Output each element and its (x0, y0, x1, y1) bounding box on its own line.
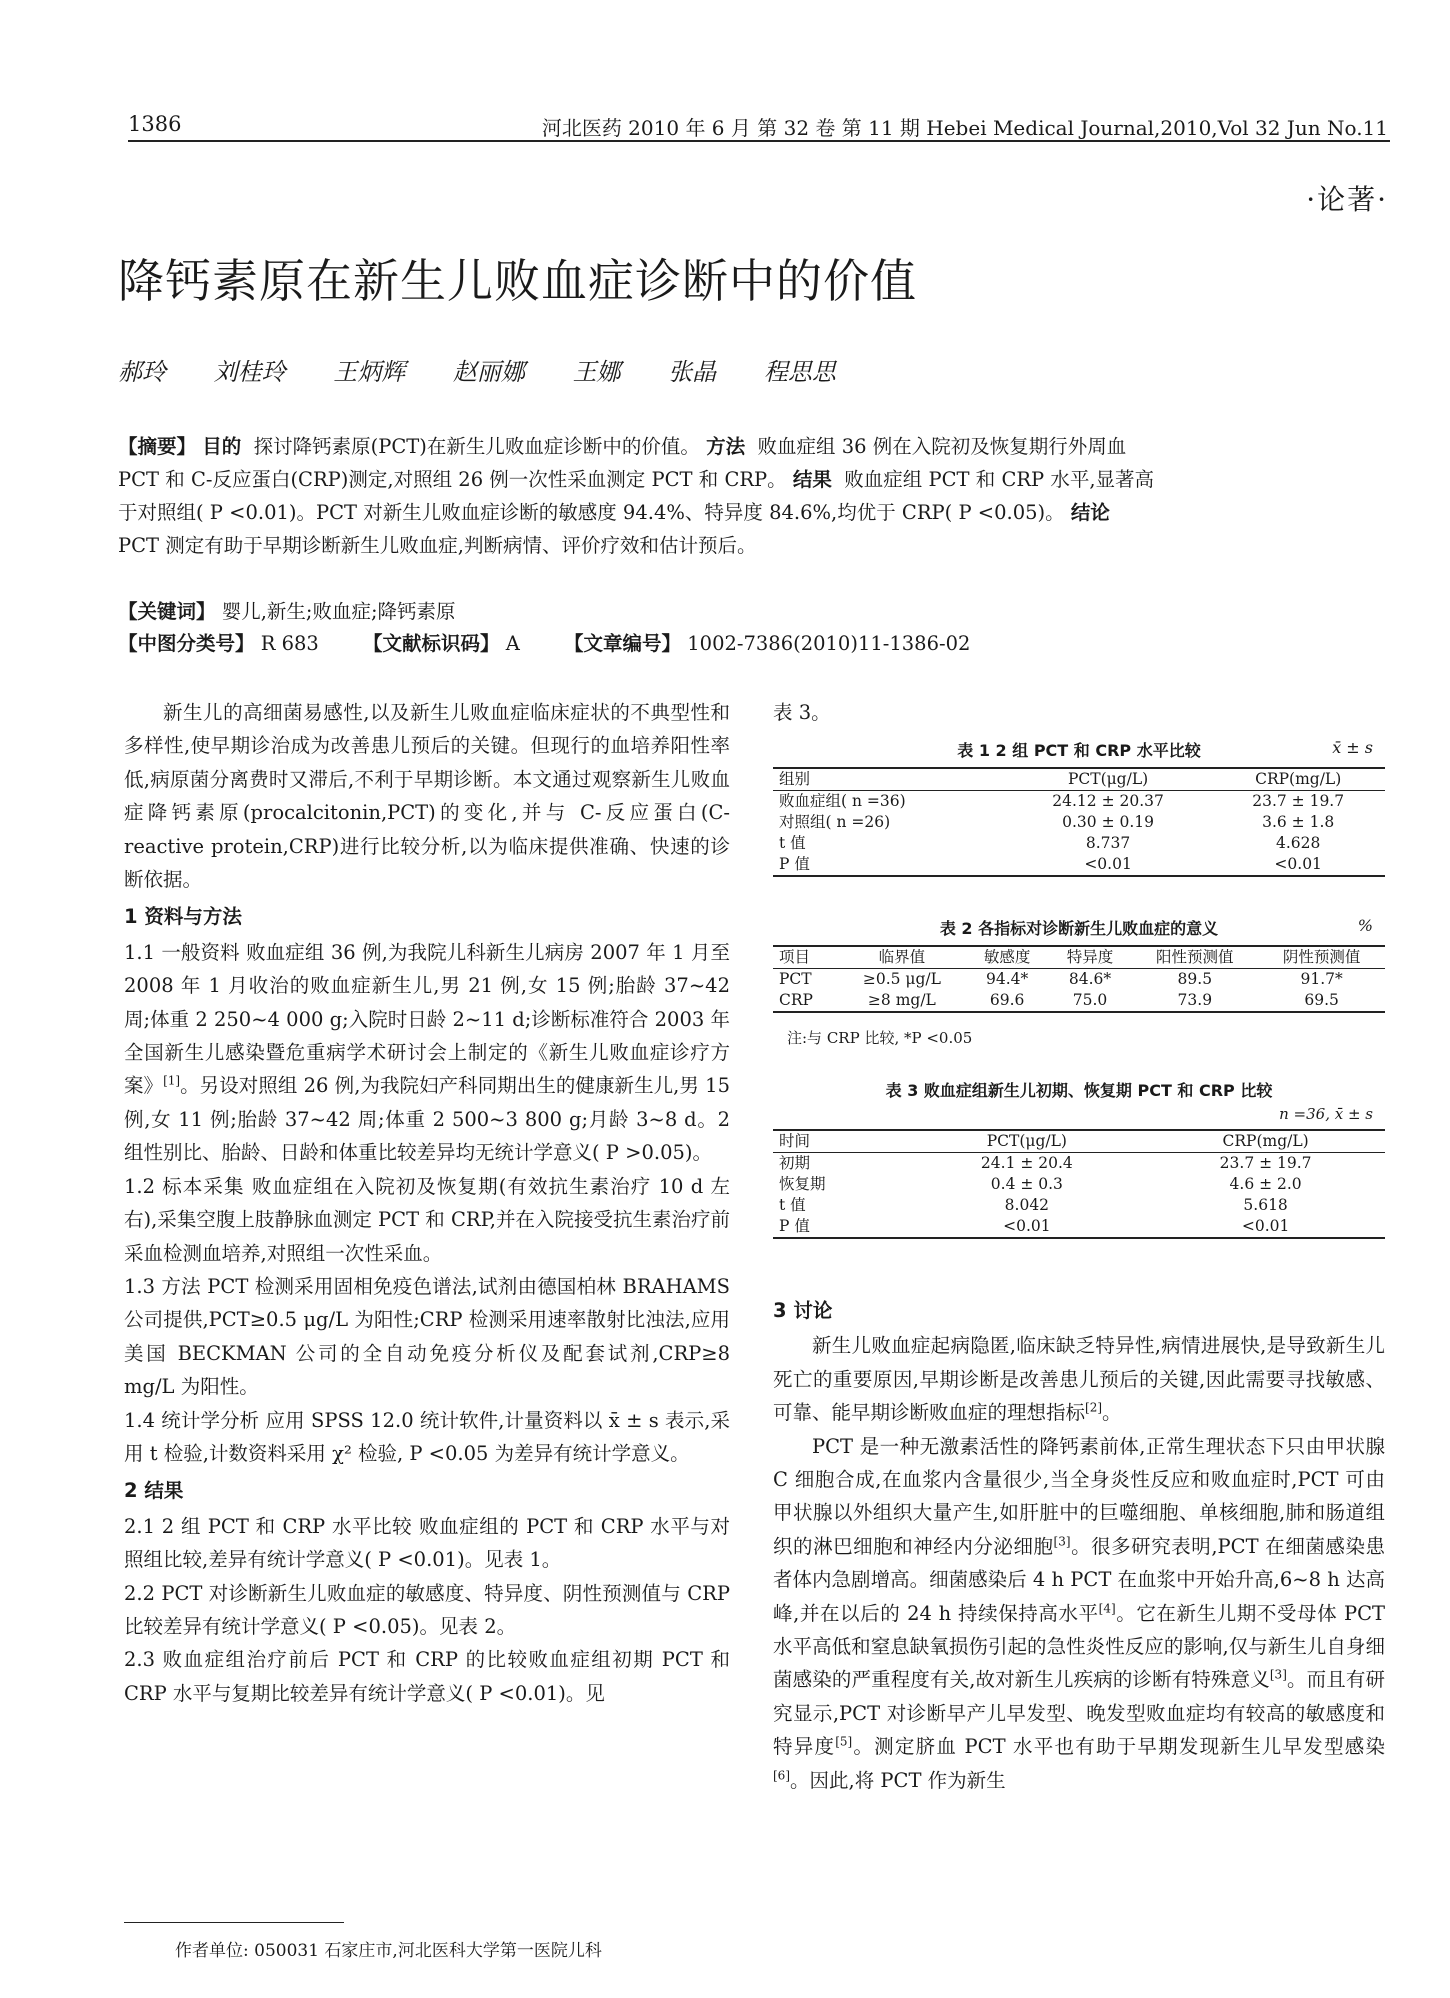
table-cell: 0.4 ± 0.3 (990, 1175, 1063, 1193)
discussion-text: 新生儿败血症起病隐匿,临床缺乏特异性,病情进展快,是导致新生儿死亡的重要原因,早期诊断是改善患儿预后的关键,因此需要寻找敏感、可靠、能早期诊断败血症的理想指标 (773, 1334, 1385, 1425)
table-cell: 4.628 (1275, 834, 1321, 852)
citation-ref: [5] (835, 1734, 853, 1749)
table-cell: 5.618 (1243, 1196, 1288, 1214)
citation-ref: [4] (1098, 1601, 1116, 1616)
table-cell: t 值 (779, 1196, 806, 1214)
column-header: 临界值 (878, 948, 926, 966)
table-3-caption (773, 1078, 1385, 1101)
discussion-section (773, 1290, 1385, 1797)
column-header: PCT(μg/L) (1067, 770, 1149, 788)
table-2-grid (773, 945, 1385, 1013)
citation-ref: [3] (1269, 1667, 1287, 1682)
author: 赵丽娜 (452, 358, 525, 386)
column-header: 项目 (779, 948, 811, 966)
table-cell: CRP (779, 991, 813, 1009)
clc-label: 【中图分类号】 (118, 632, 255, 655)
table-cell: ≥0.5 μg/L (862, 970, 941, 988)
column-header: 特异度 (1066, 948, 1114, 966)
table-row (773, 1195, 1385, 1216)
table-2-title: 表 2 各指标对诊断新生儿败血症的意义 (939, 919, 1219, 938)
footnote-rule (124, 1922, 344, 1923)
table-row (773, 990, 1385, 1012)
table-cell: 75.0 (1072, 991, 1108, 1009)
table-cell: PCT (779, 970, 812, 988)
citation-ref: [6] (773, 1768, 790, 1783)
article-number-label: 【文章编号】 (564, 632, 682, 655)
subsection-result-2-3: 2.3 败血症组治疗前后 PCT 和 CRP 的比较败血症组初期 PCT 和 CRP 水平与复期比较差异有统计学意义( P <0.01)。见 (124, 1648, 730, 1705)
paper-title: 降钙素原在新生儿败血症诊断中的价值 (118, 254, 917, 308)
general-data-text-cont: 。另设对照组 26 例,为我院妇产科同期出生的健康新生儿,男 15 例,女 11 例;胎龄 37~42 周;体重 2 500~3 800 g;月龄 3~8 d。2 组性别比、胎龄、日龄和体重比较差异均无统计学意义( P >0.05)。 (124, 1074, 730, 1165)
conclusion-label: 结论 (1070, 501, 1110, 524)
table-row (773, 812, 1385, 833)
table-cell: 91.7* (1300, 970, 1343, 988)
subsection-sampling: 1.2 标本采集 败血症组在入院初及恢复期(有效抗生素治疗 10 d 左右),采集空腹上肢静脉血测定 PCT 和 CRP,并在入院接受抗生素治疗前采血检测血培养,对照组一次性采血。 (124, 1174, 730, 1265)
doc-code-label: 【文献标识码】 (363, 632, 500, 655)
discussion-paragraph-1 (773, 1329, 1385, 1429)
column-header: 阳性预测值 (1156, 948, 1234, 966)
abstract (118, 430, 1158, 562)
section-heading-results: 2 结果 (124, 1479, 184, 1503)
table-header-row (773, 946, 1385, 969)
subsection-result-2-1: 2.1 2 组 PCT 和 CRP 水平比较 败血症组的 PCT 和 CRP 水平与对照组比较,差异有统计学意义( P <0.01)。见表 1。 (124, 1514, 730, 1572)
table-row (773, 833, 1385, 854)
author-list (118, 352, 862, 387)
table-cell: 败血症组( n =36) (779, 792, 906, 810)
abstract-label: 【摘要】 (118, 435, 197, 458)
keywords-label: 【关键词】 (118, 600, 216, 623)
table-row (773, 854, 1385, 876)
table-1 (773, 738, 1385, 877)
table-cell: 94.4* (985, 970, 1029, 988)
intro-paragraph: 新生儿的高细菌易感性,以及新生儿败血症临床症状的不典型性和多样性,使早期诊治成为改善患儿预后的关键。但现行的血培养阳性率低,病原菌分离费时又滞后,不利于早期诊断。本文通过观察新生儿败血症降钙素原(procalcitonin,PCT)的变化,并与 C-反应蛋白(C-reactive protein,CRP)进行比较分析,以为临床提供准确、快速的诊断依据。 (124, 701, 730, 892)
methods-label: 方法 (706, 435, 746, 458)
table-cell: 3.6 ± 1.8 (1262, 813, 1335, 831)
objective-label: 目的 (202, 435, 242, 458)
table-cell: ≥8 mg/L (867, 991, 936, 1009)
table-cell: 对照组( n =26) (779, 813, 891, 831)
author: 王炳辉 (333, 358, 406, 386)
section-heading-discussion: 3 讨论 (773, 1299, 833, 1322)
author: 刘桂玲 (213, 358, 286, 386)
keywords-text: 婴儿,新生;败血症;降钙素原 (221, 600, 456, 623)
keywords (118, 595, 1158, 628)
table-2 (773, 916, 1385, 1048)
table-cell: <0.01 (1084, 855, 1132, 873)
citation-ref: [1] (163, 1073, 181, 1088)
table-3 (773, 1078, 1385, 1239)
page-number: 1386 (128, 112, 182, 136)
table-cell: 89.5 (1177, 970, 1213, 988)
discussion-text: 。测定脐血 PCT 水平也有助于早期发现新生儿早发型感染 (852, 1735, 1385, 1759)
table-header-row (773, 768, 1385, 791)
table-row (773, 1216, 1385, 1238)
discussion-paragraph-2 (773, 1430, 1385, 1797)
table-1-title: 表 1 2 组 PCT 和 CRP 水平比较 (957, 741, 1201, 760)
table-cell: 23.7 ± 19.7 (1252, 792, 1345, 810)
column-header: 时间 (779, 1132, 811, 1150)
subsection-statistics: 1.4 统计学分析 应用 SPSS 12.0 统计软件,计量资料以 x̄ ± s 表示,采用 t 检验,计数资料采用 χ² 检验, P <0.05 为差异有统计学意义。 (124, 1408, 730, 1465)
table-cell: 初期 (779, 1154, 811, 1172)
table-cell: 69.5 (1304, 991, 1339, 1009)
table-cell: 23.7 ± 19.7 (1219, 1154, 1312, 1172)
discussion-text: PCT 是一种无激素活性的降钙素前体,正常生理状态下只由甲状腺 C 细胞合成,在血浆内含量很少,当全身炎性反应和败血症时,PCT 可由甲状腺以外组织大量产生,如肝脏中的巨噬细胞、单核细胞,肺和肠道组织的淋巴细胞和神经内分泌细胞 (773, 1434, 1385, 1558)
clc-value: R 683 (260, 632, 319, 655)
table-cell: <0.01 (1274, 855, 1322, 873)
citation-ref: [3] (1053, 1534, 1071, 1549)
table-2-note: 注:与 CRP 比较, *P <0.05 (787, 1029, 973, 1047)
table-3-unit: n =36, x̄ ± s (1279, 1105, 1373, 1123)
table-cell: 73.9 (1177, 991, 1213, 1009)
objective-text: 探讨降钙素原(PCT)在新生儿败血症诊断中的价值。 (253, 435, 700, 458)
discussion-text: 。 (1102, 1401, 1122, 1425)
table-cell: 84.6* (1068, 970, 1112, 988)
table-cell: 8.042 (1004, 1196, 1050, 1214)
classification-line (118, 627, 1158, 660)
citation-ref: [2] (1085, 1400, 1103, 1415)
table-cell: 8.737 (1085, 834, 1131, 852)
column-header: CRP(mg/L) (1222, 1132, 1309, 1150)
discussion-text: 。很多研究表明,PCT 在细菌感染患者体内急剧增高。细菌感染后 4 h PCT 在血浆中开始升高,6~8 h 达高峰,并在以后的 24 h 持续保持高水平 (773, 1534, 1385, 1625)
left-column (124, 696, 730, 1710)
column-header: 阴性预测值 (1282, 948, 1361, 966)
table-cell: t 值 (779, 834, 806, 852)
header-rule (128, 140, 1390, 142)
subsection-method: 1.3 方法 PCT 检测采用固相免疫色谱法,试剂由德国柏林 BRAHAMS 公司提供,PCT≥0.5 μg/L 为阳性;CRP 检测采用速率散射比浊法,应用美国 BECKMAN 公司的全自动免疫分析仪及配套试剂,CRP≥8 mg/L 为阳性。 (124, 1274, 730, 1399)
table-row (773, 1153, 1385, 1175)
discussion-text: 。它在新生儿期不受母体 PCT 水平高低和窒息缺氧损伤引起的急性炎性反应的影响,仅与新生儿自身细菌感染的严重程度有关,故对新生儿疾病的诊断有特殊意义 (773, 1601, 1386, 1692)
subsection-general-data (124, 936, 730, 1170)
author: 张晶 (668, 358, 717, 386)
discussion-text: 。而且有研究显示,PCT 对诊断早产儿早发型、晚发型败血症均有较高的敏感度和特异度 (773, 1668, 1385, 1759)
results-text: 败血症组 PCT 和 CRP 水平,显著高于对照组( P <0.01)。PCT 对新生儿败血症诊断的敏感度 94.4%、特异度 84.6%,均优于 CRP( P <0.05)。 (118, 468, 1155, 524)
right-column-continuation (773, 696, 1385, 729)
table-cell: 24.1 ± 20.4 (980, 1154, 1073, 1172)
column-header: CRP(mg/L) (1255, 770, 1342, 788)
table-header-row (773, 1130, 1385, 1153)
table-cell: 69.6 (989, 991, 1025, 1009)
section-tag: ·论著· (1306, 183, 1388, 216)
table-cell: 24.12 ± 20.37 (1052, 792, 1164, 810)
table-cell: P 值 (779, 1217, 810, 1235)
conclusion-text: PCT 测定有助于早期诊断新生儿败血症,判断病情、评价疗效和估计预后。 (118, 534, 757, 557)
table-1-caption (773, 738, 1385, 761)
column-header: 组别 (779, 770, 811, 788)
table-cell: <0.01 (1003, 1217, 1051, 1235)
author: 程思思 (763, 358, 836, 386)
journal-citation: 河北医药 2010 年 6 月 第 32 卷 第 11 期 Hebei Medical Journal,2010,Vol 32 Jun No.11 (541, 116, 1388, 140)
column-header: 敏感度 (983, 948, 1031, 966)
column-header: PCT(μg/L) (986, 1132, 1067, 1150)
table-3-grid (773, 1129, 1385, 1239)
author: 王娜 (572, 358, 621, 386)
table-2-unit: % (1357, 916, 1373, 935)
general-data-text: 1.1 一般资料 败血症组 36 例,为我院儿科新生儿病房 2007 年 1 月至 2008 年 1 月收治的败血症新生儿,男 21 例,女 15 例;胎龄 37~42 周;体重 2 250~4 000 g;入院时日龄 2~11 d;诊断标准符合 2003 年全国新生儿感染暨危重病学术研讨会上制定的《新生儿败血症诊疗方案》 (124, 940, 730, 1098)
table-cell: 恢复期 (779, 1175, 826, 1193)
author-affiliation: 作者单位: 050031 石家庄市,河北医科大学第一医院儿科 (175, 1941, 602, 1961)
author: 郝玲 (118, 358, 166, 386)
table-1-grid (773, 767, 1385, 877)
table-row (773, 969, 1385, 991)
table-2-caption (773, 916, 1385, 939)
methods-text: 败血症组 36 例在入院初及恢复期行外周血 PCT 和 C-反应蛋白(CRP)测定,对照组 26 例一次性采血测定 PCT 和 CRP。 (118, 435, 1127, 491)
discussion-text: 。因此,将 PCT 作为新生 (790, 1768, 1006, 1792)
subsection-result-2-2: 2.2 PCT 对诊断新生儿败血症的敏感度、特异度、阴性预测值与 CRP 比较差异有统计学意义( P <0.05)。见表 2。 (124, 1581, 730, 1638)
table-cell: <0.01 (1241, 1217, 1290, 1235)
doc-code-value: A (505, 632, 520, 655)
table-row (773, 1174, 1385, 1195)
continuation-text: 表 3。 (773, 701, 831, 724)
table-cell: 0.30 ± 0.19 (1062, 813, 1154, 831)
table-row (773, 791, 1385, 813)
section-heading-methods: 1 资料与方法 (124, 905, 242, 929)
table-3-title: 表 3 败血症组新生儿初期、恢复期 PCT 和 CRP 比较 (885, 1081, 1273, 1100)
results-label: 结果 (792, 468, 832, 491)
table-cell: P 值 (779, 855, 810, 873)
table-1-unit: x̄ ± s (1332, 738, 1373, 757)
table-cell: 4.6 ± 2.0 (1229, 1175, 1302, 1193)
article-number-value: 1002-7386(2010)11-1386-02 (687, 632, 971, 655)
